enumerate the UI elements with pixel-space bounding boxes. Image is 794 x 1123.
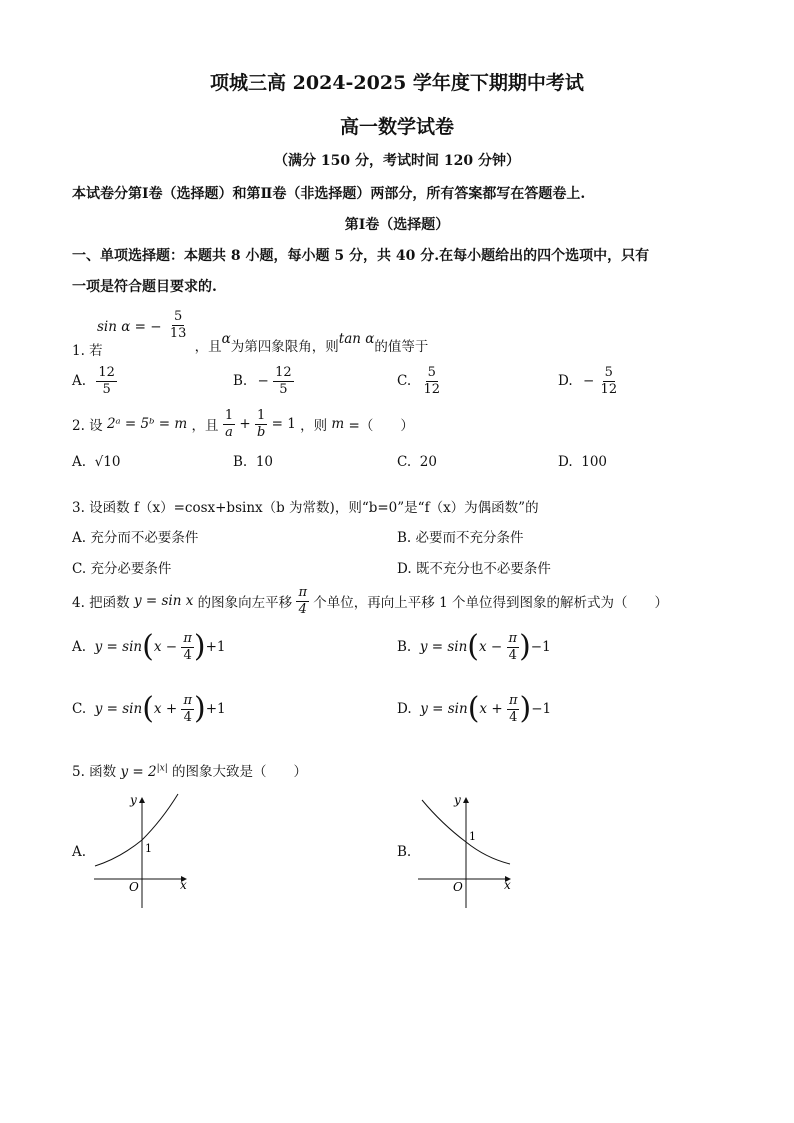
exam-intro: 本试卷分第Ⅰ卷（选择题）和第Ⅱ卷（非选择题）两部分，所有答案都写在答题卷上.: [72, 186, 586, 202]
q1-option-b[interactable]: B. − $\frac{12}{5}$: [233, 365, 292, 397]
section1-heading-line2: 一项是符合题目要求的.: [72, 279, 217, 295]
question-4: 4. 把函数 y = sin x 的图象向左平移 $\frac{\pi}{4}$ 个单位，再向上平移 1 个单位得到图象的解析式为（ ）: [72, 585, 668, 617]
q1-sin-expr: sin α = −: [96, 318, 162, 335]
part1-title: 第Ⅰ卷（选择题）: [344, 217, 450, 233]
q1-number: 1. 若: [72, 342, 103, 359]
q5-option-b-label[interactable]: B.: [397, 844, 412, 860]
q5b-x-label: x: [504, 878, 511, 892]
q4-option-d[interactable]: D. y = sin(x + $\frac{\pi}{4}$ )−1: [397, 691, 552, 727]
q5b-one-label: 1: [469, 830, 476, 843]
q2-option-c[interactable]: C. 20: [397, 454, 437, 470]
q3-option-d[interactable]: D. 既不充分也不必要条件: [397, 561, 551, 577]
q2-option-d[interactable]: D. 100: [558, 454, 608, 470]
question-1: [72, 309, 434, 359]
q5a-y-label: y: [130, 793, 137, 807]
q1-fraction-den: 13: [169, 325, 187, 341]
q5-option-a-graph[interactable]: [90, 790, 200, 912]
q5b-origin-label: O: [453, 880, 463, 894]
exam-title: 项城三高 2024-2025 学年度下期期中考试: [210, 72, 584, 94]
q3-option-c[interactable]: C. 充分必要条件: [72, 561, 172, 577]
q1-option-c[interactable]: C. $\frac{5}{12}$: [397, 365, 440, 397]
q1-fraction: [168, 310, 189, 340]
q3-option-b[interactable]: B. 必要而不充分条件: [397, 530, 524, 546]
q5a-x-label: x: [180, 878, 187, 892]
score-info: （满分 150 分，考试时间 120 分钟）: [274, 153, 520, 169]
question-3: 3. 设函数 f（x）=cosx+bsinx（b 为常数)，则“b=0”是“f（x）为偶函数”的: [72, 500, 539, 516]
q5-option-b-graph[interactable]: [414, 790, 524, 912]
q1-fraction-num: 5: [173, 309, 183, 324]
q4-option-c[interactable]: C. y = sin(x + $\frac{\pi}{4}$ )+1: [72, 691, 226, 727]
question-2: 2. 设 2ᵃ = 5ᵇ = m ，且 $\frac{1}{a}$ + $\frac{1}{b}$ = 1 ，则 m =（ ）: [72, 408, 414, 440]
q5-option-a-label[interactable]: A.: [72, 844, 87, 860]
q5a-one-label: 1: [145, 842, 152, 855]
q1-mid-text: ，且α为第四象限角，则tan α的值等于: [194, 330, 429, 355]
q4-option-a[interactable]: A. y = sin(x − $\frac{\pi}{4}$ )+1: [72, 629, 226, 665]
q2-option-b[interactable]: B. 10: [233, 454, 273, 470]
q5b-y-label: y: [454, 793, 461, 807]
q1-option-d[interactable]: D. − $\frac{5}{12}$: [558, 365, 618, 397]
q5a-origin-label: O: [129, 880, 139, 894]
q1-option-a[interactable]: A. $\frac{12}{5}$: [72, 365, 115, 397]
section1-heading-line1: 一、单项选择题：本题共 8 小题，每小题 5 分，共 40 分.在每小题给出的四个选项中，只有: [72, 248, 650, 264]
exam-subtitle: 高一数学试卷: [339, 116, 454, 138]
q2-option-a[interactable]: A. √10: [72, 454, 121, 470]
q3-option-a[interactable]: A. 充分而不必要条件: [72, 530, 199, 546]
question-5: 5. 函数 $y = 2^{|x|}$ 的图象大致是（ ）: [72, 763, 308, 780]
q4-option-b[interactable]: B. y = sin(x − $\frac{\pi}{4}$ )−1: [397, 629, 551, 665]
